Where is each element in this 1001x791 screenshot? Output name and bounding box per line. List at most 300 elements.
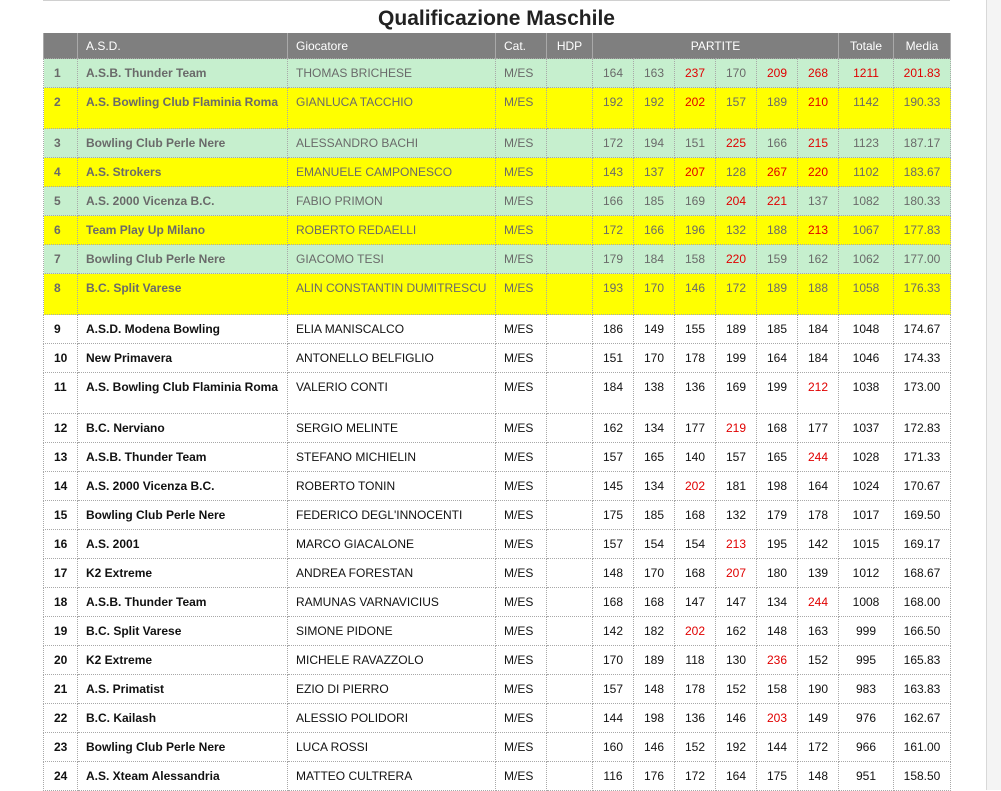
results-table: [43, 33, 951, 791]
game-score-cell: 163: [798, 617, 839, 646]
game-score-cell: 164: [798, 472, 839, 501]
game-score-cell: 154: [675, 530, 716, 559]
game-score-cell: 168: [634, 588, 675, 617]
category-cell: M/ES: [496, 501, 547, 530]
game-score-cell: 190: [798, 675, 839, 704]
rank-cell: 19: [44, 617, 78, 646]
game-score-cell: 181: [716, 472, 757, 501]
club-cell: A.S.B. Thunder Team: [78, 59, 288, 88]
game-score-cell: 268: [798, 59, 839, 88]
player-cell: EMANUELE CAMPONESCO: [288, 158, 496, 187]
game-score-cell: 244: [798, 443, 839, 472]
table-row: [44, 472, 951, 501]
game-score-cell: 170: [593, 646, 634, 675]
game-score-cell: 178: [675, 675, 716, 704]
category-cell: M/ES: [496, 344, 547, 373]
club-cell: A.S. Primatist: [78, 675, 288, 704]
game-score-cell: 168: [675, 501, 716, 530]
game-score-cell: 170: [634, 274, 675, 315]
total-cell: 1038: [839, 373, 894, 414]
game-score-cell: 175: [757, 762, 798, 791]
game-score-cell: 189: [634, 646, 675, 675]
handicap-cell: [547, 129, 593, 158]
game-score-cell: 149: [634, 315, 675, 344]
game-score-cell: 148: [798, 762, 839, 791]
header-games: PARTITE: [593, 33, 839, 59]
game-score-cell: 180: [757, 559, 798, 588]
window-right-edge: [986, 0, 1001, 790]
player-cell: ROBERTO REDAELLI: [288, 216, 496, 245]
player-cell: EZIO DI PIERRO: [288, 675, 496, 704]
average-cell: 161.00: [894, 733, 951, 762]
category-cell: M/ES: [496, 158, 547, 187]
total-cell: 1082: [839, 187, 894, 216]
average-cell: 168.00: [894, 588, 951, 617]
game-score-cell: 144: [593, 704, 634, 733]
game-score-cell: 184: [798, 344, 839, 373]
average-cell: 166.50: [894, 617, 951, 646]
game-score-cell: 152: [675, 733, 716, 762]
club-cell: K2 Extreme: [78, 559, 288, 588]
handicap-cell: [547, 216, 593, 245]
player-cell: MICHELE RAVAZZOLO: [288, 646, 496, 675]
header-handicap: HDP: [547, 33, 593, 59]
game-score-cell: 221: [757, 187, 798, 216]
game-score-cell: 144: [757, 733, 798, 762]
total-cell: 1024: [839, 472, 894, 501]
player-cell: VALERIO CONTI: [288, 373, 496, 414]
game-score-cell: 132: [716, 216, 757, 245]
handicap-cell: [547, 646, 593, 675]
game-score-cell: 169: [675, 187, 716, 216]
table-row: [44, 762, 951, 791]
player-cell: MARCO GIACALONE: [288, 530, 496, 559]
game-score-cell: 147: [675, 588, 716, 617]
club-cell: A.S.B. Thunder Team: [78, 443, 288, 472]
game-score-cell: 199: [757, 373, 798, 414]
game-score-cell: 138: [634, 373, 675, 414]
club-cell: A.S. Bowling Club Flaminia Roma: [78, 373, 288, 414]
game-score-cell: 145: [593, 472, 634, 501]
table-header-row: [44, 33, 951, 59]
club-cell: Bowling Club Perle Nere: [78, 245, 288, 274]
game-score-cell: 134: [634, 414, 675, 443]
header-category: Cat.: [496, 33, 547, 59]
game-score-cell: 168: [593, 588, 634, 617]
table-row: [44, 501, 951, 530]
table-row: [44, 588, 951, 617]
game-score-cell: 236: [757, 646, 798, 675]
average-cell: 176.33: [894, 274, 951, 315]
rank-cell: 4: [44, 158, 78, 187]
game-score-cell: 146: [716, 704, 757, 733]
game-score-cell: 172: [716, 274, 757, 315]
game-score-cell: 207: [675, 158, 716, 187]
table-row: [44, 88, 951, 129]
rank-cell: 1: [44, 59, 78, 88]
average-cell: 187.17: [894, 129, 951, 158]
total-cell: 1067: [839, 216, 894, 245]
player-cell: ELIA MANISCALCO: [288, 315, 496, 344]
average-cell: 172.83: [894, 414, 951, 443]
game-score-cell: 185: [634, 501, 675, 530]
player-cell: SIMONE PIDONE: [288, 617, 496, 646]
rank-cell: 23: [44, 733, 78, 762]
game-score-cell: 166: [757, 129, 798, 158]
average-cell: 165.83: [894, 646, 951, 675]
handicap-cell: [547, 59, 593, 88]
game-score-cell: 136: [675, 373, 716, 414]
rank-cell: 8: [44, 274, 78, 315]
header-total: Totale: [839, 33, 894, 59]
game-score-cell: 188: [757, 216, 798, 245]
game-score-cell: 151: [593, 344, 634, 373]
game-score-cell: 219: [716, 414, 757, 443]
handicap-cell: [547, 472, 593, 501]
game-score-cell: 212: [798, 373, 839, 414]
category-cell: M/ES: [496, 472, 547, 501]
game-score-cell: 204: [716, 187, 757, 216]
category-cell: M/ES: [496, 675, 547, 704]
average-cell: 170.67: [894, 472, 951, 501]
game-score-cell: 202: [675, 472, 716, 501]
game-score-cell: 151: [675, 129, 716, 158]
handicap-cell: [547, 187, 593, 216]
game-score-cell: 166: [593, 187, 634, 216]
total-cell: 1123: [839, 129, 894, 158]
game-score-cell: 225: [716, 129, 757, 158]
club-cell: A.S. 2000 Vicenza B.C.: [78, 187, 288, 216]
game-score-cell: 157: [593, 443, 634, 472]
game-score-cell: 172: [593, 129, 634, 158]
category-cell: M/ES: [496, 245, 547, 274]
handicap-cell: [547, 414, 593, 443]
game-score-cell: 192: [593, 88, 634, 129]
average-cell: 173.00: [894, 373, 951, 414]
game-score-cell: 185: [634, 187, 675, 216]
game-score-cell: 158: [757, 675, 798, 704]
header-club: A.S.D.: [78, 33, 288, 59]
club-cell: A.S. Strokers: [78, 158, 288, 187]
handicap-cell: [547, 588, 593, 617]
game-score-cell: 267: [757, 158, 798, 187]
game-score-cell: 188: [798, 274, 839, 315]
player-cell: STEFANO MICHIELIN: [288, 443, 496, 472]
table-row: [44, 443, 951, 472]
total-cell: 995: [839, 646, 894, 675]
average-cell: 174.33: [894, 344, 951, 373]
club-cell: New Primavera: [78, 344, 288, 373]
game-score-cell: 178: [675, 344, 716, 373]
game-score-cell: 176: [634, 762, 675, 791]
total-cell: 1015: [839, 530, 894, 559]
game-score-cell: 193: [593, 274, 634, 315]
table-row: [44, 414, 951, 443]
game-score-cell: 162: [716, 617, 757, 646]
total-cell: 1012: [839, 559, 894, 588]
game-score-cell: 143: [593, 158, 634, 187]
player-cell: ANTONELLO BELFIGLIO: [288, 344, 496, 373]
game-score-cell: 175: [593, 501, 634, 530]
game-score-cell: 142: [798, 530, 839, 559]
average-cell: 169.50: [894, 501, 951, 530]
table-row: [44, 315, 951, 344]
club-cell: B.C. Split Varese: [78, 274, 288, 315]
total-cell: 1028: [839, 443, 894, 472]
average-cell: 177.00: [894, 245, 951, 274]
game-score-cell: 139: [798, 559, 839, 588]
handicap-cell: [547, 733, 593, 762]
category-cell: M/ES: [496, 762, 547, 791]
game-score-cell: 164: [757, 344, 798, 373]
game-score-cell: 164: [593, 59, 634, 88]
player-cell: RAMUNAS VARNAVICIUS: [288, 588, 496, 617]
table-row: [44, 617, 951, 646]
handicap-cell: [547, 344, 593, 373]
average-cell: 177.83: [894, 216, 951, 245]
table-row: [44, 158, 951, 187]
player-cell: MATTEO CULTRERA: [288, 762, 496, 791]
table-row: [44, 274, 951, 315]
header-average: Media: [894, 33, 951, 59]
average-cell: 162.67: [894, 704, 951, 733]
total-cell: 1142: [839, 88, 894, 129]
game-score-cell: 146: [634, 733, 675, 762]
header-rank: [44, 33, 78, 59]
category-cell: M/ES: [496, 88, 547, 129]
total-cell: 1058: [839, 274, 894, 315]
game-score-cell: 137: [798, 187, 839, 216]
club-cell: Bowling Club Perle Nere: [78, 501, 288, 530]
rank-cell: 2: [44, 88, 78, 129]
game-score-cell: 118: [675, 646, 716, 675]
page-title: Qualificazione Maschile: [378, 7, 615, 30]
player-cell: THOMAS BRICHESE: [288, 59, 496, 88]
game-score-cell: 152: [716, 675, 757, 704]
player-cell: FABIO PRIMON: [288, 187, 496, 216]
player-cell: ALIN CONSTANTIN DUMITRESCU: [288, 274, 496, 315]
handicap-cell: [547, 315, 593, 344]
game-score-cell: 184: [634, 245, 675, 274]
handicap-cell: [547, 704, 593, 733]
table-row: [44, 59, 951, 88]
average-cell: 171.33: [894, 443, 951, 472]
game-score-cell: 202: [675, 617, 716, 646]
category-cell: M/ES: [496, 414, 547, 443]
game-score-cell: 157: [716, 88, 757, 129]
game-score-cell: 162: [798, 245, 839, 274]
game-score-cell: 160: [593, 733, 634, 762]
rank-cell: 10: [44, 344, 78, 373]
game-score-cell: 132: [716, 501, 757, 530]
game-score-cell: 196: [675, 216, 716, 245]
average-cell: 190.33: [894, 88, 951, 129]
player-cell: ANDREA FORESTAN: [288, 559, 496, 588]
game-score-cell: 147: [716, 588, 757, 617]
game-score-cell: 189: [757, 88, 798, 129]
game-score-cell: 215: [798, 129, 839, 158]
game-score-cell: 203: [757, 704, 798, 733]
rank-cell: 13: [44, 443, 78, 472]
game-score-cell: 148: [757, 617, 798, 646]
club-cell: A.S.B. Thunder Team: [78, 588, 288, 617]
game-score-cell: 189: [757, 274, 798, 315]
total-cell: 1008: [839, 588, 894, 617]
category-cell: M/ES: [496, 646, 547, 675]
table-row: [44, 216, 951, 245]
game-score-cell: 116: [593, 762, 634, 791]
total-cell: 966: [839, 733, 894, 762]
category-cell: M/ES: [496, 59, 547, 88]
game-score-cell: 134: [757, 588, 798, 617]
game-score-cell: 207: [716, 559, 757, 588]
table-row: [44, 129, 951, 158]
game-score-cell: 192: [716, 733, 757, 762]
club-cell: B.C. Split Varese: [78, 617, 288, 646]
category-cell: M/ES: [496, 129, 547, 158]
average-cell: 163.83: [894, 675, 951, 704]
handicap-cell: [547, 559, 593, 588]
category-cell: M/ES: [496, 187, 547, 216]
game-score-cell: 166: [634, 216, 675, 245]
game-score-cell: 237: [675, 59, 716, 88]
table-row: [44, 245, 951, 274]
handicap-cell: [547, 158, 593, 187]
total-cell: 999: [839, 617, 894, 646]
rank-cell: 5: [44, 187, 78, 216]
total-cell: 1102: [839, 158, 894, 187]
club-cell: B.C. Kailash: [78, 704, 288, 733]
game-score-cell: 209: [757, 59, 798, 88]
rank-cell: 12: [44, 414, 78, 443]
game-score-cell: 177: [675, 414, 716, 443]
category-cell: M/ES: [496, 216, 547, 245]
average-cell: 183.67: [894, 158, 951, 187]
club-cell: A.S. 2001: [78, 530, 288, 559]
rank-cell: 16: [44, 530, 78, 559]
table-row: [44, 559, 951, 588]
player-cell: LUCA ROSSI: [288, 733, 496, 762]
player-cell: ALESSANDRO BACHI: [288, 129, 496, 158]
game-score-cell: 172: [675, 762, 716, 791]
table-row: [44, 733, 951, 762]
game-score-cell: 164: [716, 762, 757, 791]
club-cell: K2 Extreme: [78, 646, 288, 675]
header-player: Giocatore: [288, 33, 496, 59]
player-cell: SERGIO MELINTE: [288, 414, 496, 443]
game-score-cell: 165: [634, 443, 675, 472]
rank-cell: 22: [44, 704, 78, 733]
rank-cell: 14: [44, 472, 78, 501]
table-row: [44, 373, 951, 414]
game-score-cell: 159: [757, 245, 798, 274]
handicap-cell: [547, 530, 593, 559]
club-cell: A.S. Xteam Alessandria: [78, 762, 288, 791]
average-cell: 174.67: [894, 315, 951, 344]
top-divider: [43, 0, 950, 1]
game-score-cell: 130: [716, 646, 757, 675]
handicap-cell: [547, 762, 593, 791]
game-score-cell: 146: [675, 274, 716, 315]
handicap-cell: [547, 617, 593, 646]
total-cell: 951: [839, 762, 894, 791]
total-cell: 1017: [839, 501, 894, 530]
player-cell: GIANLUCA TACCHIO: [288, 88, 496, 129]
rank-cell: 17: [44, 559, 78, 588]
game-score-cell: 165: [757, 443, 798, 472]
average-cell: 201.83: [894, 59, 951, 88]
total-cell: 1037: [839, 414, 894, 443]
total-cell: 1046: [839, 344, 894, 373]
category-cell: M/ES: [496, 588, 547, 617]
game-score-cell: 185: [757, 315, 798, 344]
average-cell: 180.33: [894, 187, 951, 216]
game-score-cell: 194: [634, 129, 675, 158]
game-score-cell: 142: [593, 617, 634, 646]
table-row: [44, 704, 951, 733]
game-score-cell: 179: [757, 501, 798, 530]
game-score-cell: 195: [757, 530, 798, 559]
game-score-cell: 213: [798, 216, 839, 245]
club-cell: A.S. 2000 Vicenza B.C.: [78, 472, 288, 501]
game-score-cell: 172: [593, 216, 634, 245]
category-cell: M/ES: [496, 373, 547, 414]
category-cell: M/ES: [496, 274, 547, 315]
player-cell: FEDERICO DEGL'INNOCENTI: [288, 501, 496, 530]
average-cell: 169.17: [894, 530, 951, 559]
game-score-cell: 213: [716, 530, 757, 559]
game-score-cell: 162: [593, 414, 634, 443]
game-score-cell: 182: [634, 617, 675, 646]
handicap-cell: [547, 274, 593, 315]
game-score-cell: 170: [634, 344, 675, 373]
rank-cell: 24: [44, 762, 78, 791]
category-cell: M/ES: [496, 443, 547, 472]
club-cell: Team Play Up Milano: [78, 216, 288, 245]
table-row: [44, 646, 951, 675]
rank-cell: 6: [44, 216, 78, 245]
game-score-cell: 148: [593, 559, 634, 588]
rank-cell: 18: [44, 588, 78, 617]
handicap-cell: [547, 675, 593, 704]
game-score-cell: 220: [798, 158, 839, 187]
game-score-cell: 158: [675, 245, 716, 274]
category-cell: M/ES: [496, 530, 547, 559]
table-row: [44, 187, 951, 216]
game-score-cell: 186: [593, 315, 634, 344]
game-score-cell: 170: [634, 559, 675, 588]
game-score-cell: 157: [593, 530, 634, 559]
game-score-cell: 244: [798, 588, 839, 617]
game-score-cell: 163: [634, 59, 675, 88]
game-score-cell: 136: [675, 704, 716, 733]
game-score-cell: 154: [634, 530, 675, 559]
average-cell: 158.50: [894, 762, 951, 791]
total-cell: 1048: [839, 315, 894, 344]
club-cell: Bowling Club Perle Nere: [78, 733, 288, 762]
game-score-cell: 184: [593, 373, 634, 414]
game-score-cell: 168: [757, 414, 798, 443]
game-score-cell: 170: [716, 59, 757, 88]
handicap-cell: [547, 373, 593, 414]
handicap-cell: [547, 245, 593, 274]
game-score-cell: 157: [716, 443, 757, 472]
rank-cell: 7: [44, 245, 78, 274]
results-body: [44, 59, 951, 791]
table-row: [44, 675, 951, 704]
category-cell: M/ES: [496, 559, 547, 588]
rank-cell: 3: [44, 129, 78, 158]
